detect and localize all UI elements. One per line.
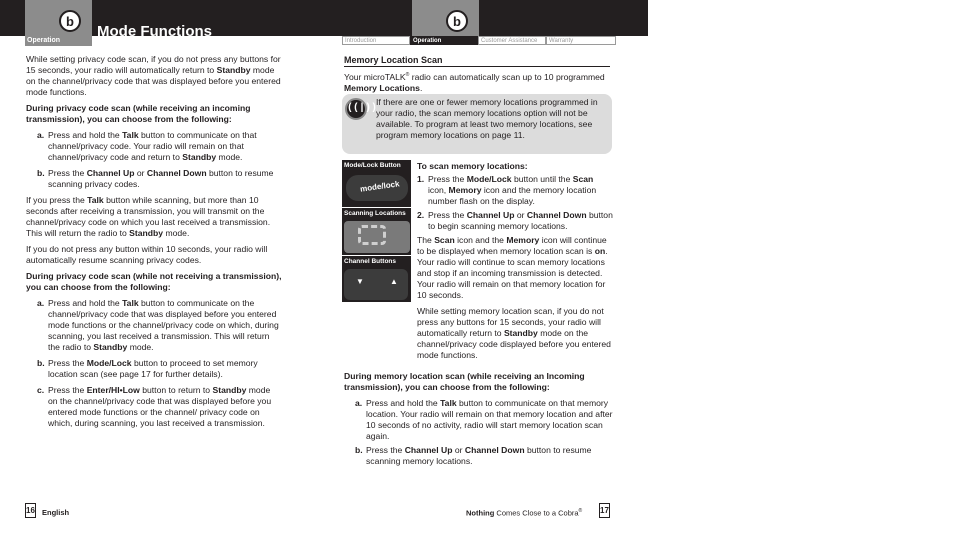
paragraph: If you do not press any button within 10 seconds, your radio will automatically resume scanning privacy codes. <box>26 244 268 265</box>
operation-icon: b <box>59 10 81 32</box>
mode-lock-button-graphic <box>346 175 408 201</box>
radio-signal-icon: ((|)) <box>345 98 367 120</box>
subheading: To scan memory locations: <box>417 161 528 171</box>
subheading: During privacy code scan (while receiving an incoming transmission), you can choose from the following: <box>26 103 251 124</box>
paragraph: The Scan icon and the Memory icon will continue to be displayed when memory location scan is on. Your radio will continue to scan memory locations and stop if an incoming transmission is detected. Your radio will remain on that memory location for 10 seconds. <box>417 235 608 300</box>
subheading: During privacy code scan (while not receiving a transmission), you can choose from the following: <box>26 271 282 292</box>
note-box <box>342 94 612 154</box>
channel-buttons-graphic <box>344 269 408 300</box>
right-intro <box>344 55 610 99</box>
nav-tab-operation[interactable]: Operation <box>410 36 478 45</box>
paragraph: While setting privacy code scan, if you do not press any buttons for 15 seconds, your radio will automatically return to Standby mode on the channel/privacy code that was displayed before you entered mode functions. <box>26 54 281 97</box>
footer-tagline: Nothing Comes Close to a Cobra® <box>466 508 583 518</box>
photo-label: Mode/Lock Button <box>342 160 411 171</box>
page-title: Mode Functions <box>97 23 212 40</box>
paragraph: If you press the Talk button while scanning, but more than 10 seconds after receiving a transmission, you will transmit on the channel/privacy code on which you last received a transmission. This will return the radio to Standby mode. <box>26 195 271 238</box>
section-title: Memory Location Scan <box>344 55 610 67</box>
right-bottom <box>344 371 614 472</box>
channel-down-icon: ▼ <box>356 277 364 286</box>
operation-icon: b <box>446 10 468 32</box>
mode-lock-photo <box>342 160 411 207</box>
mode-lock-text: mode/lock <box>359 179 401 194</box>
list-item: a. Press and hold the Talk button to communicate on the channel/privacy code that was displayed before you entered mode functions or the channel/privacy code on which, during scanning, you last received a transmission. This will return the radio to Standby mode. <box>37 298 279 352</box>
nav-tab-warranty[interactable]: Warranty <box>546 36 616 45</box>
list-item: a. Press and hold the Talk button to communicate on that memory location. Your radio will remain on that memory location and after 10 seconds of no activity, radio will start memory location scan again. <box>355 398 613 441</box>
lcd-digits-icon <box>358 225 386 245</box>
footer-language: English <box>42 508 70 517</box>
channel-up-icon: ▲ <box>390 277 398 286</box>
photo-label: Channel Buttons <box>342 256 411 267</box>
photo-label: Scanning Locations <box>342 208 411 219</box>
nav-tabs <box>342 36 616 45</box>
list-item: c. Press the Enter/HI•Low button to return to Standby mode on the channel/privacy code that was displayed before you entered mode functions or the channel/ privacy code on which, during scanning, you last received a transmission. <box>37 385 272 428</box>
nav-tab-customer-assistance[interactable]: Customer Assistance <box>478 36 546 45</box>
paragraph: Your microTALK® radio can automatically scan up to 10 programmed Memory Locations. <box>344 71 605 93</box>
channel-buttons-photo <box>342 256 411 302</box>
list-item: b. Press the Channel Up or Channel Down button to resume scanning privacy codes. <box>37 168 274 189</box>
list-item: 1. Press the Mode/Lock button until the Scan icon, Memory icon and the memory location number flash on the display. <box>417 174 597 206</box>
list-item: a. Press and hold the Talk button to communicate on that channel/privacy code. Your radio will remain on that channel/privacy code and return to Standby mode. <box>37 130 257 162</box>
nav-tab-introduction[interactable]: Introduction <box>342 36 410 45</box>
left-column <box>26 54 282 434</box>
lcd-display-graphic <box>344 221 410 253</box>
subheading: During memory location scan (while receiving an Incoming transmission), you can choose from the following: <box>344 371 585 392</box>
list-item: b. Press the Channel Up or Channel Down button to resume scanning memory locations. <box>355 445 592 466</box>
list-item: 2. Press the Channel Up or Channel Down button to begin scanning memory locations. <box>417 210 613 231</box>
section-tab-left <box>25 0 92 46</box>
page-number-right: 17 <box>599 503 610 518</box>
page-number-left: 16 <box>25 503 36 518</box>
paragraph: While setting memory location scan, if you do not press any buttons for 15 seconds, your radio will automatically return to Standby mode on the channel/privacy code displayed before you entered mode functions. <box>417 306 611 360</box>
section-tab-right <box>412 0 479 36</box>
note-text: If there are one or fewer memory locations programmed in your radio, the scan memory locations option will not be available. To program at least two memory locations, see program memory locations on page 11. <box>376 97 598 140</box>
scan-steps <box>417 161 613 366</box>
scanning-locations-photo <box>342 208 411 255</box>
list-item: b. Press the Mode/Lock button to proceed to set memory location scan (see page 17 for further details). <box>37 358 258 379</box>
section-tab-label: Operation <box>27 37 61 44</box>
